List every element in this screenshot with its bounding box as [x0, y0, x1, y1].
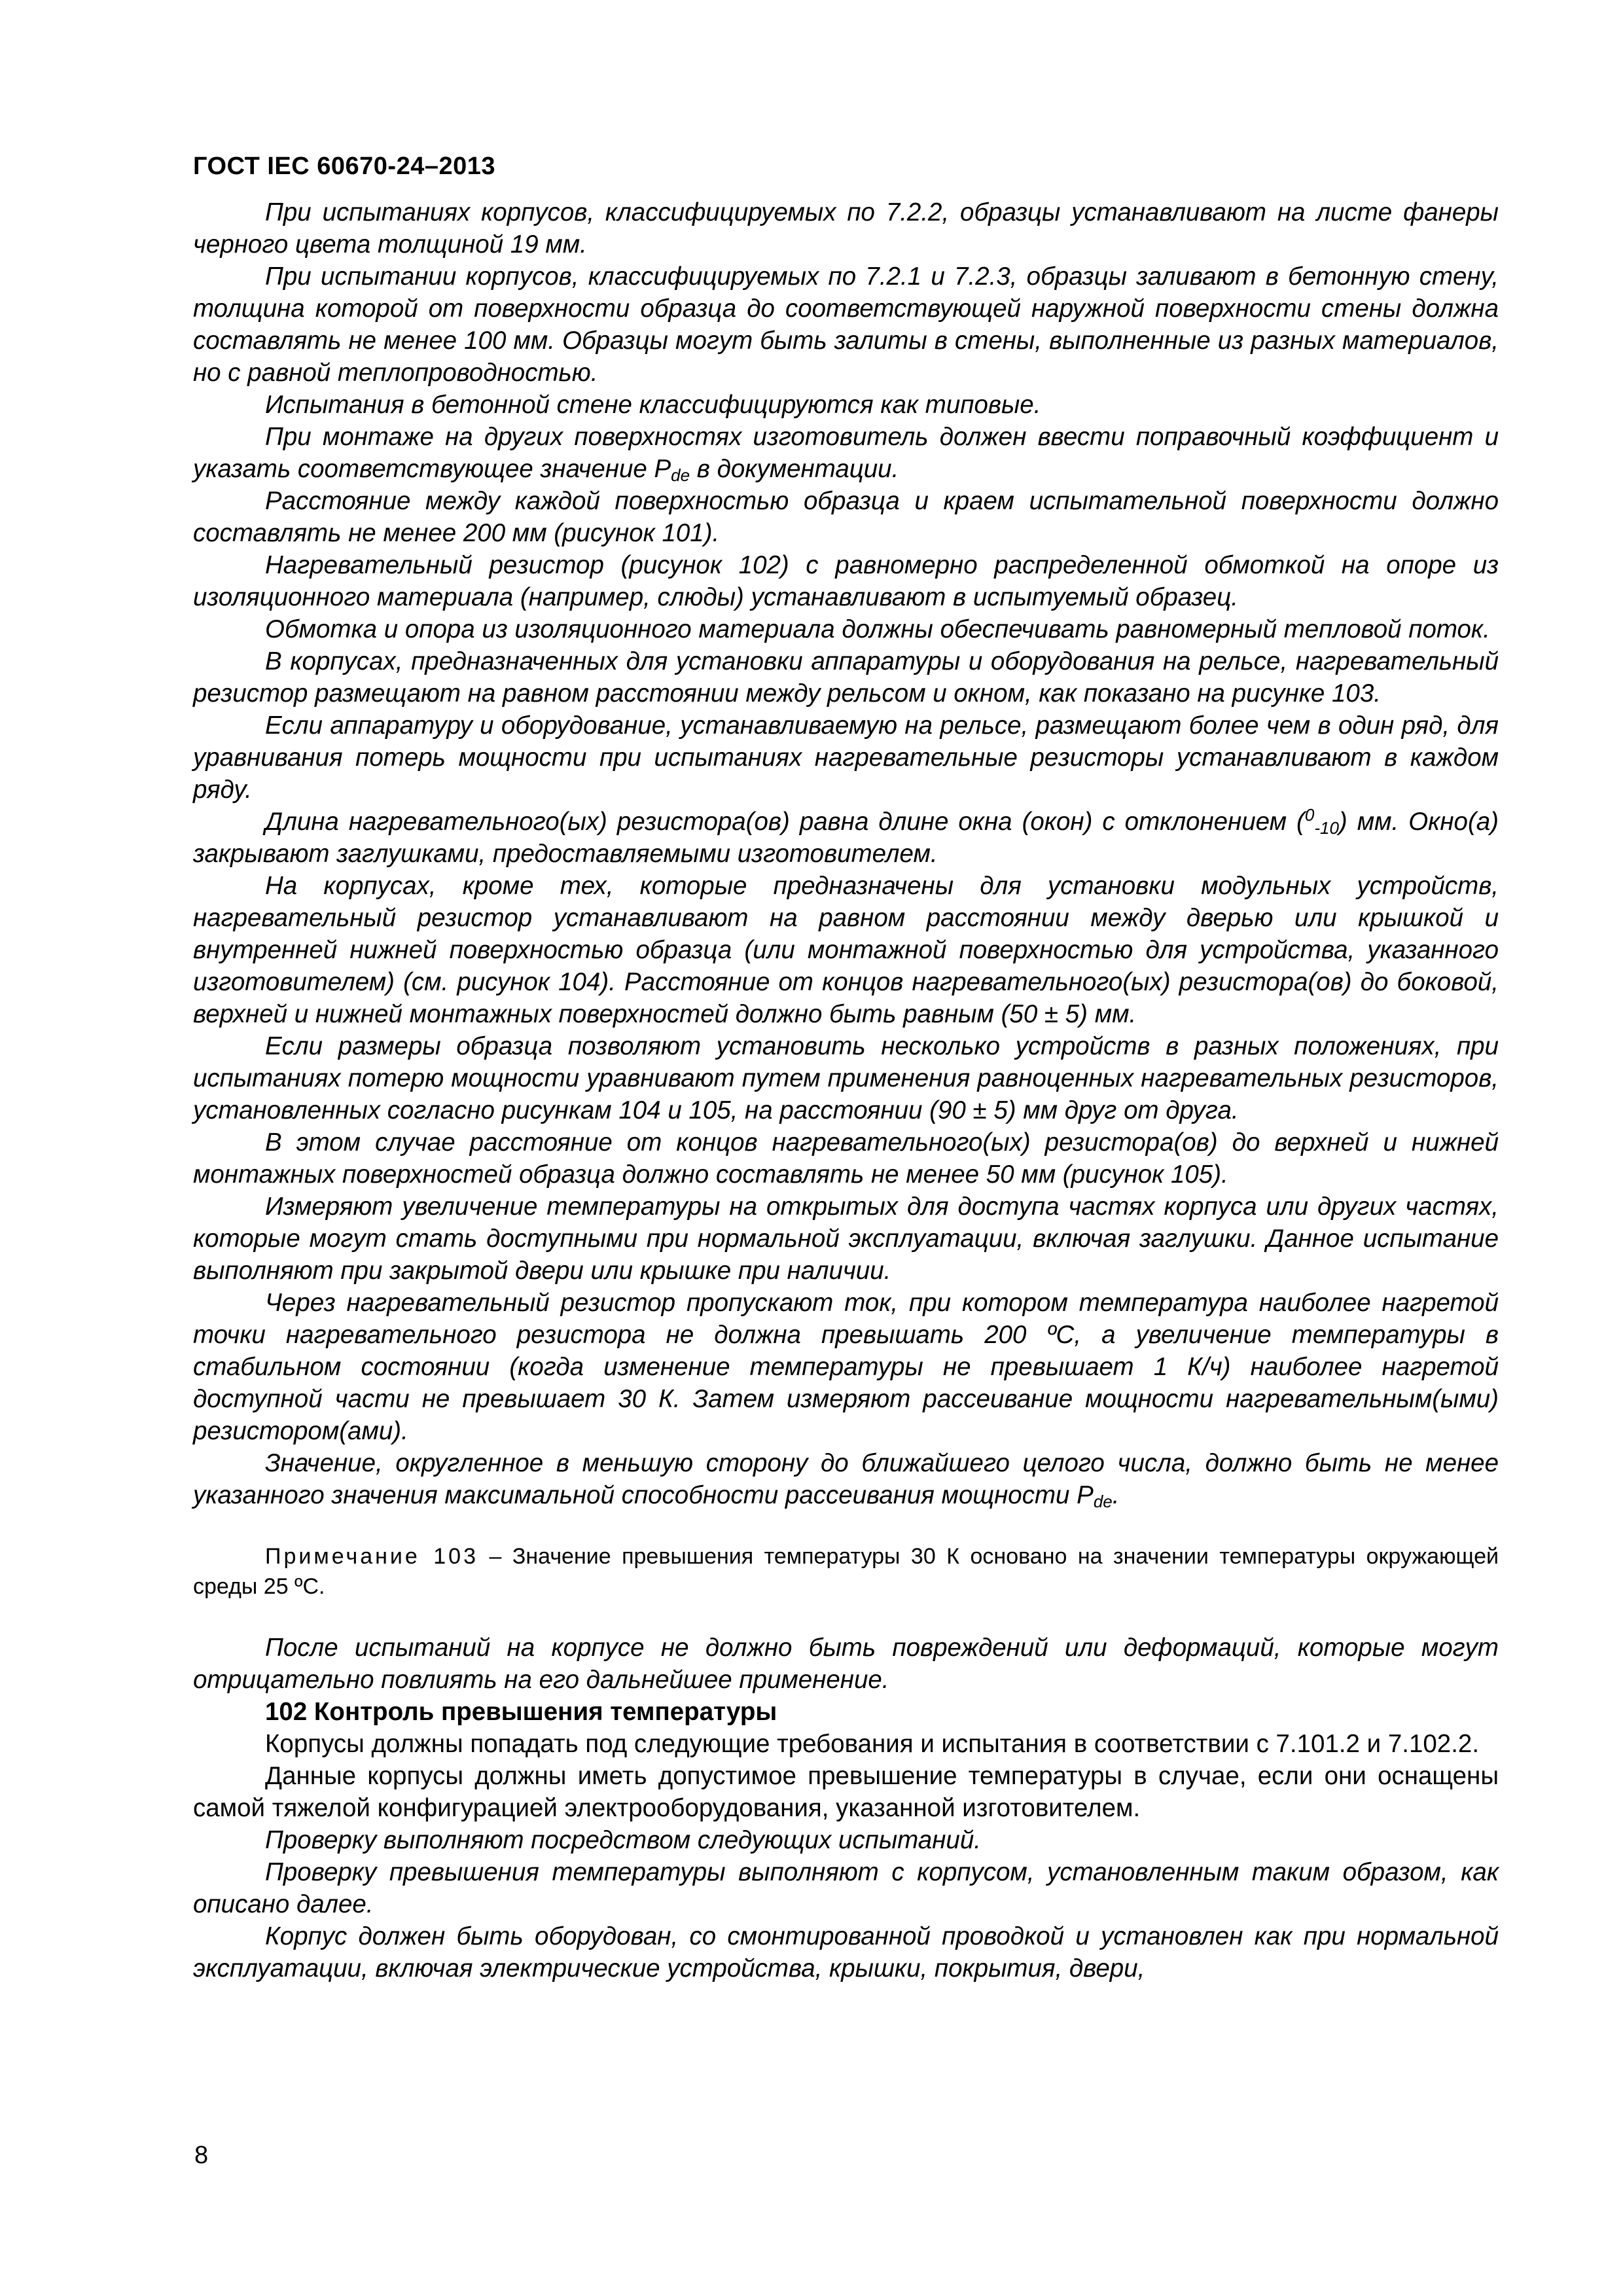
paragraph: [193, 421, 1499, 485]
text-run: Значение, округленное в меньшую сторону до ближайшего целого числа, должно быть не менее указанного значения максимальной способности рассеивания мощности P: [193, 1449, 1499, 1509]
paragraph: После испытаний на корпусе не должно быть повреждений или деформаций, которые могут отрицательно повлиять на его дальнейшее применение.: [193, 1634, 1499, 1694]
superscript: 0: [1304, 805, 1315, 825]
note-label: Примечание 103: [265, 1544, 478, 1569]
paragraph: Через нагревательный резистор пропускают ток, при котором температура наиболее нагретой точки нагревательного резистора не должна превышать 200 ºС, а увеличение температуры в стабильном состоянии (когда изменение температуры не превышает 1 К/ч) наиболее нагретой доступной части не превышает 30 К. Затем измеряют рассеивание мощности нагревательным(ыми) резистором(ами).: [193, 1289, 1499, 1445]
paragraph: Обмотка и опора из изоляционного материала должны обеспечивать равномерный тепловой поток.: [265, 615, 1490, 643]
text-run: ) мм. Окно(а) закрывают заглушками, предоставляемыми изготовителем.: [193, 808, 1499, 868]
paragraph: Измеряют увеличение температуры на открытых для доступа частях корпуса или других частях, которые могут стать доступными при нормальной эксплуатации, включая заглушки. Данное испытание выполняют при закрытой двери или крышке при наличии.: [193, 1193, 1499, 1285]
paragraph: Проверку выполняют посредством следующих испытаний.: [265, 1826, 981, 1854]
paragraph: На корпусах, кроме тех, которые предназначены для установки модульных устройств, нагревательный резистор устанавливают на равном расстоянии между дверью или крышкой и внутренней нижней поверхностью образца (или монтажной поверхностью для устройства, указанного изготовителем) (см. рисунок 104). Расстояние от концов нагревательного(ых) резистора(ов) до боковой, верхней и нижней монтажных поверхностей должно быть равным (50 ± 5) мм.: [193, 872, 1499, 1028]
document-body: [193, 196, 1499, 1984]
paragraph: При испытаниях корпусов, классифицируемых по 7.2.2, образцы устанавливают на листе фанеры черного цвета толщиной 19 мм.: [193, 198, 1499, 259]
paragraph: Корпус должен быть оборудован, со смонтированной проводкой и установлен как при нормальной эксплуатации, включая электрические устройства, крышки, покрытия, двери,: [193, 1922, 1499, 1982]
paragraph: В корпусах, предназначенных для установки аппаратуры и оборудования на рельсе, нагревательный резистор размещают на равном расстоянии между рельсом и окном, как показано на рисунке 103.: [193, 647, 1499, 708]
paragraph: Если размеры образца позволяют установить несколько устройств в разных положениях, при испытаниях потерю мощности уравнивают путем применения равноценных нагревательных резисторов, установленных согласно рисункам 104 и 105, на расстоянии (90 ± 5) мм друг от друга.: [193, 1032, 1499, 1124]
paragraph: Если аппаратуру и оборудование, устанавливаемую на рельсе, размещают более чем в один ряд, для уравнивания потерь мощности при испытаниях нагревательные резисторы устанавливают в каждом ряду.: [193, 711, 1499, 804]
text-run: .: [1112, 1481, 1120, 1509]
paragraph: Проверку превышения температуры выполняют с корпусом, установленным таким образом, как описано далее.: [193, 1858, 1499, 1918]
text-run: в документации.: [690, 455, 899, 483]
subscript: de: [1093, 1492, 1113, 1511]
section-heading: 102 Контроль превышения температуры: [265, 1698, 777, 1726]
subscript: -10: [1314, 818, 1339, 838]
paragraph: Испытания в бетонной стене классифицируются как типовые.: [265, 391, 1041, 419]
note: [193, 1541, 1499, 1602]
paragraph: При испытании корпусов, классифицируемых по 7.2.1 и 7.2.3, образцы заливают в бетонную стену, толщина которой от поверхности образца до соответствующей наружной поверхности стены должна составлять не менее 100 мм. Образцы могут быть залиты в стены, выполненные из разных материалов, но с равной теплопроводностью.: [193, 262, 1499, 387]
note-text: – Значение превышения температуры 30 К основано на значении температуры окружающей среды 25 ºС.: [193, 1544, 1499, 1599]
paragraph: Данные корпусы должны иметь допустимое превышение температуры в случае, если они оснащены самой тяжелой конфигурацией электрооборудования, указанной изготовителем.: [193, 1762, 1499, 1822]
page-number: 8: [194, 2142, 209, 2169]
paragraph: [193, 1447, 1499, 1511]
paragraph: Нагревательный резистор (рисунок 102) с равномерно распределенной обмоткой на опоре из изоляционного материала (например, слюды) устанавливают в испытуемый образец.: [193, 551, 1499, 611]
text-run: При монтаже на других поверхностях изготовитель должен ввести поправочный коэффициент и указать соответствующее значение P: [193, 423, 1499, 483]
paragraph: В этом случае расстояние от концов нагревательного(ых) резистора(ов) до верхней и нижней монтажных поверхностей образца должно составлять не менее 50 мм (рисунок 105).: [193, 1128, 1499, 1189]
subscript: de: [671, 465, 690, 485]
text-run: Длина нагревательного(ых) резистора(ов) равна длине окна (окон) с отклонением (: [265, 808, 1305, 836]
paragraph: [193, 806, 1499, 870]
document-header: ГОСТ IEC 60670-24–2013: [193, 152, 496, 180]
paragraph: Корпусы должны попадать под следующие требования и испытания в соответствии с 7.101.2 и 7.102.2.: [265, 1730, 1480, 1758]
paragraph: Расстояние между каждой поверхностью образца и краем испытательной поверхности должно составлять не менее 200 мм (рисунок 101).: [193, 487, 1499, 547]
